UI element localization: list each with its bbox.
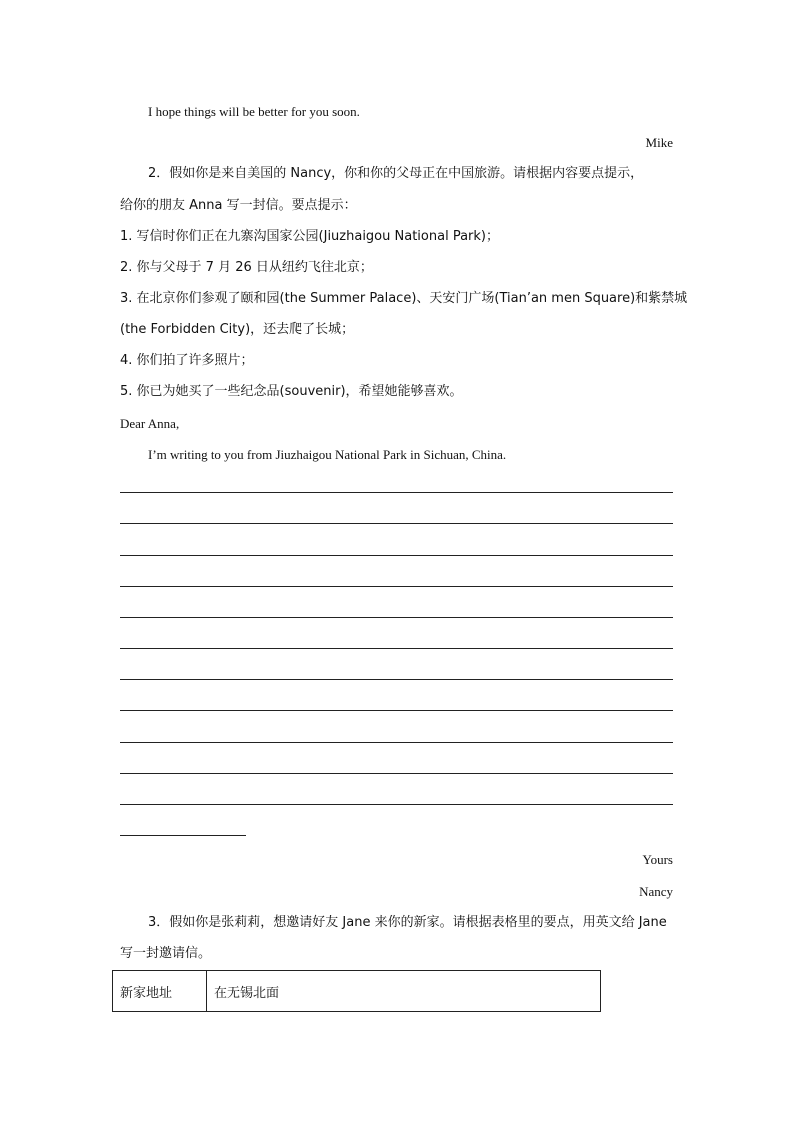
writing-line[interactable]: [120, 773, 673, 774]
q2-point-3-cont: (the Forbidden City)，还去爬了长城；: [120, 322, 355, 337]
writing-line[interactable]: [120, 710, 673, 711]
writing-line[interactable]: [120, 679, 673, 680]
writing-line[interactable]: [120, 523, 673, 524]
q3-prompt-line1: 3．假如你是张莉莉，想邀请好友 Jane 来你的新家。请根据表格里的要点，用英文给 Jane: [148, 915, 667, 930]
info-table: [112, 970, 601, 1012]
writing-line[interactable]: [120, 648, 673, 649]
q3-prompt-line2: 写一封邀请信。: [120, 946, 212, 961]
letter-name: Nancy: [639, 884, 673, 899]
q2-prompt-line1: 2．假如你是来自美国的 Nancy，你和你的父母正在中国旅游。请根据内容要点提示，: [148, 166, 644, 181]
q2-point-1: 1. 写信时你们正在九寨沟国家公园(Jiuzhaigou National Park)；: [120, 229, 499, 244]
writing-line[interactable]: [120, 617, 673, 618]
writing-line[interactable]: [120, 586, 673, 587]
writing-line[interactable]: [120, 492, 673, 493]
writing-line[interactable]: [120, 555, 673, 556]
q2-point-2: 2. 你与父母于 7 月 26 日从纽约飞往北京；: [120, 260, 373, 275]
writing-line[interactable]: [120, 742, 673, 743]
letter-closing-line: I hope things will be better for you soon.: [148, 104, 360, 119]
q2-point-3: 3. 在北京你们参观了颐和园(the Summer Palace)、天安门广场(Tian’an men Square)和紫禁城: [120, 291, 688, 306]
letter-closing: Yours: [642, 852, 673, 867]
q2-point-4: 4. 你们拍了许多照片；: [120, 353, 254, 368]
table-label-cell: 新家地址: [113, 971, 207, 1012]
table-row: [113, 971, 601, 1012]
letter-signature: Mike: [645, 135, 673, 150]
writing-line-short[interactable]: [120, 835, 246, 836]
q2-point-5: 5. 你已为她买了一些纪念品(souvenir)，希望她能够喜欢。: [120, 384, 463, 399]
table-value-cell: 在无锡北面: [207, 971, 601, 1012]
writing-line[interactable]: [120, 804, 673, 805]
q2-prompt-line2: 给你的朋友 Anna 写一封信。要点提示：: [120, 198, 357, 213]
letter-greeting: Dear Anna,: [120, 416, 180, 431]
letter-opening: I’m writing to you from Jiuzhaigou National Park in Sichuan, China.: [148, 447, 507, 462]
